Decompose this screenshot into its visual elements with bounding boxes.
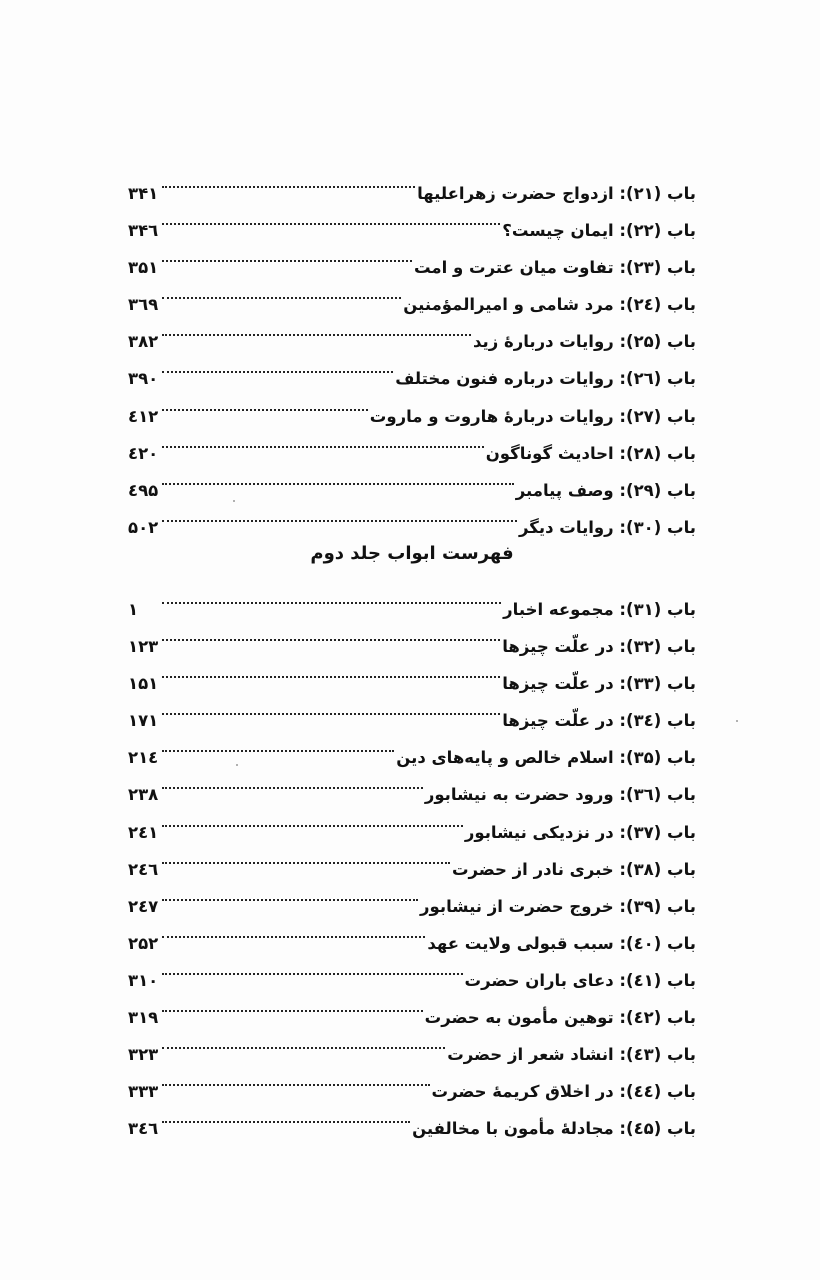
entry-page: ۳۹۰ — [128, 369, 159, 389]
entry-page: ۲۳۸ — [128, 785, 159, 805]
volume-one-toc — [128, 162, 696, 537]
entry-title: باب (۳۹): خروج حضرت از نيشابور — [420, 896, 696, 916]
entry-page: ۱۵۱ — [128, 674, 159, 694]
paper-speck — [736, 720, 738, 722]
dot-leader — [162, 986, 423, 1023]
dot-leader — [162, 652, 500, 689]
dot-leader — [162, 615, 500, 652]
entry-page: ۳٦۹ — [128, 295, 159, 315]
entry-title: باب (۳٦): ورود حضرت به نيشابور — [424, 785, 696, 805]
section-heading: فهرست ابواب جلد دوم — [310, 543, 514, 564]
entry-page: ۲۵۲ — [128, 933, 159, 953]
entry-title: باب (۲٦): روايات درباره فنون مختلف — [395, 369, 696, 389]
dot-leader — [162, 1060, 430, 1097]
entry-page: ۲٤۱ — [128, 822, 159, 842]
entry-title: باب (۳۰): روايات ديگر — [519, 517, 696, 537]
dot-leader — [162, 385, 368, 422]
entry-page: ۳۴۱ — [128, 184, 159, 203]
entry-page: ۳۳۳ — [128, 1082, 159, 1102]
entry-title: باب (۲۳): تفاوت ميان عترت و امت — [413, 258, 696, 278]
entry-page: ۱۲۳ — [128, 637, 159, 657]
entry-page: ٤۲۰ — [128, 443, 159, 463]
dot-leader — [162, 162, 415, 199]
dot-leader — [162, 310, 471, 347]
entry-title: باب (۳۵): اسلام خالص و پايه‌هاى دين — [396, 748, 696, 768]
toc-row — [128, 578, 696, 619]
dot-leader — [162, 1023, 445, 1060]
entry-page: ۳۵۱ — [128, 258, 159, 278]
entry-page: ۱ — [128, 600, 139, 619]
entry-page: ۳۱۰ — [128, 970, 159, 990]
dot-leader — [162, 801, 463, 838]
dot-leader — [162, 273, 401, 310]
entry-page: ٤۹۵ — [128, 480, 159, 500]
entry-title: باب (۳۲): در علّت چيزها — [502, 637, 696, 657]
entry-page: ۲٤٦ — [128, 859, 159, 879]
entry-page: ۳۴٦ — [128, 221, 159, 241]
entry-page: ۵۰۲ — [128, 517, 159, 537]
entry-title: باب (٤۰): سبب قبولى ولايت عهد — [427, 933, 696, 953]
entry-page: ۲٤۷ — [128, 896, 159, 916]
dot-leader — [162, 578, 501, 615]
entry-title: باب (۲۷): روايات دربارۀ هاروت و ماروت — [369, 406, 696, 426]
entry-title: باب (٤۱): دعاى باران حضرت — [464, 970, 696, 990]
dot-leader — [162, 838, 450, 875]
entry-page: ۱۷۱ — [128, 711, 159, 731]
entry-title: باب (۲٤): مرد شامى و اميرالمؤمنين — [403, 295, 696, 315]
dot-leader — [162, 496, 517, 533]
dot-leader — [162, 236, 412, 273]
dot-leader — [162, 422, 484, 459]
entry-title: باب (۳٤): در علّت چيزها — [502, 711, 696, 731]
entry-title: باب (۳۱): مجموعه اخبار — [503, 600, 696, 619]
entry-title: باب (۳۸): خبرى نادر از حضرت — [451, 859, 696, 879]
entry-title: باب (۲۲): ايمان چيست؟ — [502, 221, 696, 241]
dot-leader — [162, 689, 500, 726]
entry-page: ۳۸۲ — [128, 332, 159, 352]
dot-leader — [162, 199, 500, 236]
entry-title: باب (۲۵): روايات دربارۀ زيد — [473, 332, 696, 352]
paper-speck — [233, 500, 235, 502]
entry-page: ٤۱۲ — [128, 406, 159, 426]
dot-leader — [162, 726, 394, 763]
entry-title: باب (٤٤): در اخلاق كريمۀ حضرت — [431, 1082, 696, 1102]
dot-leader — [162, 949, 463, 986]
entry-title: باب (۲۸): احاديث گوناگون — [485, 443, 696, 463]
dot-leader — [162, 875, 418, 912]
volume-two-toc — [128, 578, 696, 1139]
entry-page: ۳۲۳ — [128, 1045, 159, 1065]
entry-title: باب (٤۳): انشاد شعر از حضرت — [447, 1045, 696, 1065]
dot-leader — [162, 763, 423, 800]
entry-title: باب (۲۱): ازدواج حضرت زهراعليها — [417, 184, 696, 203]
dot-leader — [162, 1097, 410, 1134]
entry-page: ۳۱۹ — [128, 1008, 159, 1028]
entry-title: باب (۳۳): در علّت چيزها — [502, 674, 696, 694]
dot-leader — [162, 459, 514, 496]
dot-leader — [162, 347, 393, 384]
entry-title: باب (٤۵): مجادلۀ مأمون با مخالفين — [412, 1119, 696, 1139]
entry-page: ۲۱٤ — [128, 748, 159, 768]
entry-title: باب (۲۹): وصف پيامبر — [515, 480, 696, 500]
entry-page: ۳٤٦ — [128, 1119, 159, 1139]
paper-speck — [236, 764, 238, 766]
entry-title: باب (٤۲): توهين مأمون به حضرت — [424, 1008, 696, 1028]
toc-row — [128, 162, 696, 203]
entry-title: باب (۳۷): در نزديكى نيشابور — [464, 822, 696, 842]
dot-leader — [162, 912, 425, 949]
